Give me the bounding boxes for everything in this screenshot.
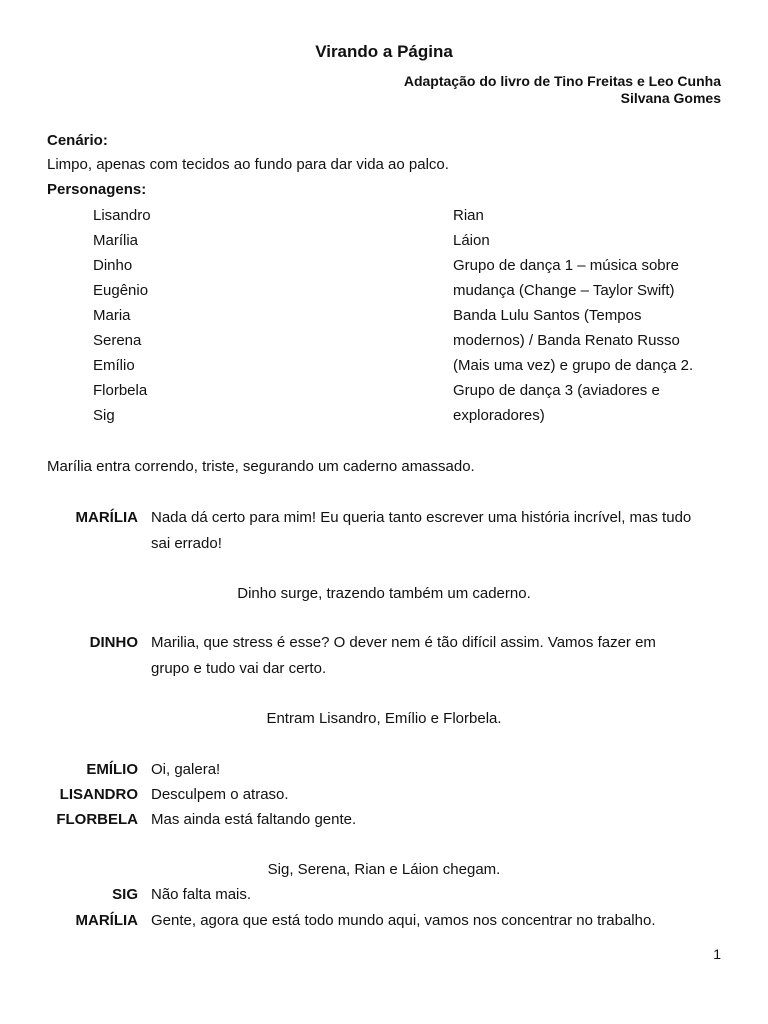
scenario-text: Limpo, apenas com tecidos ao fundo para dar vida ao palco. [47, 156, 449, 173]
character-name: Serena [93, 332, 142, 349]
document-title: Virando a Página [315, 42, 453, 61]
dialogue-line: Gente, agora que está todo mundo aqui, vamos nos concentrar no trabalho. [151, 912, 656, 929]
speaker-name: LISANDRO [59, 786, 138, 803]
character-name: Emílio [93, 357, 135, 374]
character-name: Maria [93, 307, 131, 324]
speaker-name: EMÍLIO [86, 761, 138, 778]
stage-direction: Sig, Serena, Rian e Láion chegam. [267, 861, 501, 878]
character-name: Florbela [93, 382, 148, 399]
character-name: Marília [93, 232, 139, 249]
scenario-heading: Cenário: [47, 132, 108, 149]
stage-direction: Entram Lisandro, Emílio e Florbela. [266, 710, 502, 727]
stage-direction: Dinho surge, trazendo também um caderno. [237, 585, 531, 602]
dialogue-line: Não falta mais. [151, 886, 252, 903]
character-name: Eugênio [93, 282, 149, 299]
character-name: Grupo de dança 3 (aviadores e [453, 382, 660, 399]
subtitle-author: Silvana Gomes [620, 90, 721, 106]
character-name: Lisandro [93, 207, 151, 224]
character-name: modernos) / Banda Renato Russo [453, 332, 680, 349]
dialogue-line: sai errado! [151, 535, 222, 552]
stage-direction: Marília entra correndo, triste, segurando um caderno amassado. [47, 458, 475, 475]
character-name: Láion [453, 232, 490, 249]
character-name: exploradores) [453, 407, 545, 424]
character-name: Rian [453, 207, 484, 224]
subtitle-adaptation: Adaptação do livro de Tino Freitas e Leo Cunha [403, 73, 721, 89]
character-name: Grupo de dança 1 – música sobre [453, 257, 679, 274]
characters-heading: Personagens: [47, 181, 147, 198]
dialogue-line: Nada dá certo para mim! Eu queria tanto escrever uma história incrível, mas tudo [151, 509, 692, 526]
character-name: Banda Lulu Santos (Tempos [453, 307, 642, 324]
character-name: Dinho [93, 257, 133, 274]
page-number: 1 [713, 946, 721, 962]
dialogue-line: Desculpem o atraso. [151, 786, 289, 803]
character-name: Sig [93, 407, 115, 424]
speaker-name: MARÍLIA [75, 912, 138, 929]
speaker-name: DINHO [89, 634, 138, 651]
character-name: mudança (Change – Taylor Swift) [453, 282, 675, 299]
speaker-name: FLORBELA [56, 811, 138, 828]
dialogue-line: grupo e tudo vai dar certo. [151, 660, 327, 677]
dialogue-line: Oi, galera! [151, 761, 221, 778]
dialogue-line: Marilia, que stress é esse? O dever nem é tão difícil assim. Vamos fazer em [151, 634, 656, 651]
character-name: (Mais uma vez) e grupo de dança 2. [453, 357, 694, 374]
speaker-name: MARÍLIA [75, 509, 138, 526]
speaker-name: SIG [112, 886, 138, 903]
dialogue-line: Mas ainda está faltando gente. [151, 811, 357, 828]
